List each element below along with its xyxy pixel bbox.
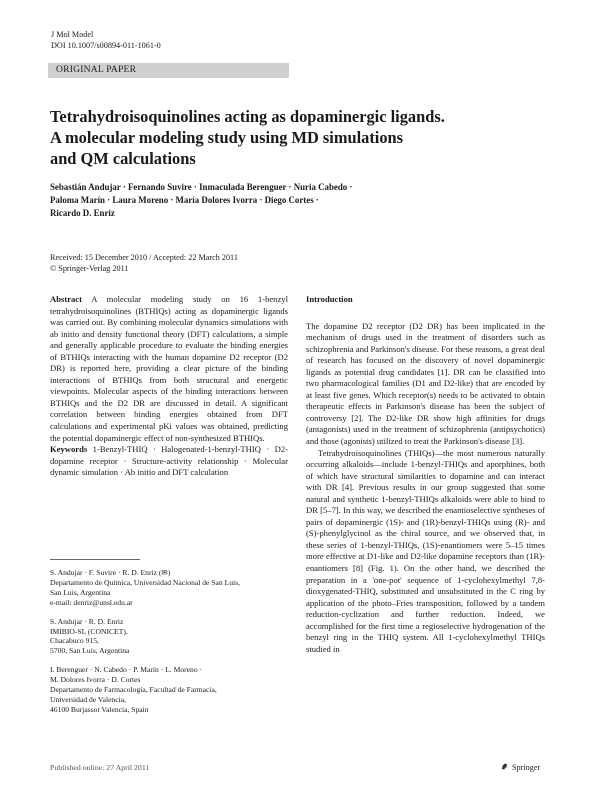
authors-line-2: Paloma Marín · Laura Moreno · María Dolores Ivorra · Diego Cortes · — [50, 195, 319, 205]
affiliation-address: Chacabuco 915, — [50, 636, 99, 646]
affiliation-dept: Departamento de Farmacología, Facultad de Farmacia, — [50, 685, 217, 695]
abstract — [50, 294, 288, 444]
article-type-banner — [48, 63, 289, 78]
keywords-text: 1-Benzyl-THIQ · Halogenated-1-benzyl-THIQ · D2-dopamine receptor · Structure-activity relationship · Molecular dynamic simulation · Ab initio and DFT calculation — [50, 444, 288, 478]
received-dates: Received: 15 December 2010 / Accepted: 22 March 2011 — [50, 253, 238, 262]
publisher-footer — [500, 762, 540, 772]
affiliation-names: S. Andujar · R. D. Enriz — [50, 616, 124, 626]
received-info — [50, 252, 238, 274]
keywords — [50, 444, 288, 479]
publisher-name: Springer — [512, 763, 541, 772]
article-type-label: ORIGINAL PAPER — [56, 64, 137, 75]
affiliation-names: I. Berenguer · N. Cabedo · P. Marín · L. Moreno · — [50, 665, 203, 675]
right-column — [306, 294, 545, 655]
affiliation-1 — [50, 568, 288, 608]
published-online: Published online: 27 April 2011 — [50, 763, 150, 772]
paper-title — [50, 106, 550, 169]
affiliation-dept: IMIBIO-SL (CONICET), — [50, 626, 128, 636]
footnote-divider — [50, 559, 140, 560]
affiliation-address: Universidad de Valencia, — [50, 694, 126, 704]
title-line-3: and QM calculations — [50, 149, 196, 168]
section-heading-introduction: Introduction — [306, 294, 353, 304]
authors-line-1: Sebastián Andujar · Fernando Suvire · Inmaculada Berenguer · Nuria Cabedo · — [50, 182, 353, 192]
affiliation-dept: Departamento de Química, Universidad Nacional de San Luis, — [50, 577, 240, 587]
title-line-1: Tetrahydroisoquinolines acting as dopaminergic ligands. — [50, 107, 445, 126]
affiliation-3 — [50, 665, 288, 715]
intro-paragraph-2: Tetrahydroisoquinolines (THIQs)—the most numerous naturally occurring alkaloids—include 1-benzyl-THIQs and aporphines, both of which have structural similarities to dopamine and can interact with DR [4]. Previous results in our group suggested that some natural and synthetic 1-benzyl-THIQs alkaloids were able to bind to DR [5–7]. In this way, we described the enantioselective syntheses of pairs of dopaminergic (1S)- and (1R)-benzyl-THIQs using (R)- and (S)-phenylglycinol as the chiral source, and we observed that, in these series of 1-benzyl-THIQs, (1S)-enantiomers were 5–15 times more effective at D1-like and D2-like dopamine receptors than (1R)-enantiomers [8] (Fig. 1). On the other hand, we described the preparation in a 'one-pot' sequence of 1-cyclohexylmethyl 7,8-dioxygenated-THIQ, substituted and unsubstituted in the C ring by application of the photo–Fries transposition, followed by a tandem reduction-cyclization and further reduction. Indeed, we accomplished for the first time a regioselective hydrogenation of the benzyl ring in the THIQ system. All 1-cyclohexylmethyl THIQs studied in — [306, 447, 545, 654]
left-column — [50, 294, 288, 479]
title-line-2: A molecular modeling study using MD simulations — [50, 128, 404, 147]
journal-header — [51, 29, 161, 51]
springer-horse-icon — [500, 762, 509, 771]
affiliation-2 — [50, 617, 288, 657]
affiliation-city: 5700, San Luis, Argentina — [50, 646, 130, 656]
affiliation-email: e-mail: denriz@unsl.edu.ar — [50, 597, 133, 607]
affiliation-city: 46100 Burjassot Valencia, Spain — [50, 704, 149, 714]
keywords-label: Keywords — [50, 444, 88, 455]
abstract-label: Abstract — [50, 294, 82, 304]
abstract-text: A molecular modeling study on 16 1-benzyl tetrahydroisoquinolines (BTHIQs) acting as dopaminergic ligands was carried out. By combining molecular dynamics simulations with ab initio and density functional theory (DFT) calculations, a simple and generally applicable procedure to evaluate the binding energies of BTHIQs interacting with the human dopamine D2 receptor (D2 DR) is reported here, providing a clear picture of the binding interactions of BTHIQs from both structural and energetic viewpoints. Molecular aspects of the binding interactions between BTHIQs and the D2 DR are discussed in detail. A significant correlation between binding energies obtained from DFT calculations and experimental pKi values was obtained, predicting the potential dopaminergic effect of non-synthesized BTHIQs. — [50, 294, 288, 443]
affiliations — [50, 568, 288, 724]
journal-name: J Mol Model — [51, 30, 94, 39]
affiliation-address: San Luis, Argentina — [50, 587, 111, 597]
copyright: © Springer-Verlag 2011 — [50, 264, 129, 273]
doi: DOI 10.1007/s00894-011-1061-0 — [51, 41, 161, 50]
affiliation-names: S. Andujar · F. Suvire · R. D. Enriz (✉) — [50, 568, 171, 577]
authors-line-3: Ricardo D. Enriz — [50, 208, 115, 218]
intro-paragraph-1: The dopamine D2 receptor (D2 DR) has been implicated in the mechanism of drugs used in the treatment of disorders such as schizophrenia and Parkinson's disease. For these reasons, a great deal of research has focused on the discovery of novel dopaminergic ligands as potential drug candidates [1]. DR can be classified into two pharmacological families (D1 and D2-like) that are encoded by at least five genes. Which receptor(s) needs to be activated to obtain therapeutic effects in Parkinson's disease has been the subject of controversy [2]. The D2-like DR show high affinities for drugs (antagonists) used in the treatment of schizophrenia (antipsychotics) and those (agonists) utilized to treat the Parkinson's disease [3]. — [306, 320, 545, 447]
affiliation-names-cont: M. Dolores Ivorra · D. Cortes — [50, 675, 141, 685]
author-list — [50, 181, 430, 220]
